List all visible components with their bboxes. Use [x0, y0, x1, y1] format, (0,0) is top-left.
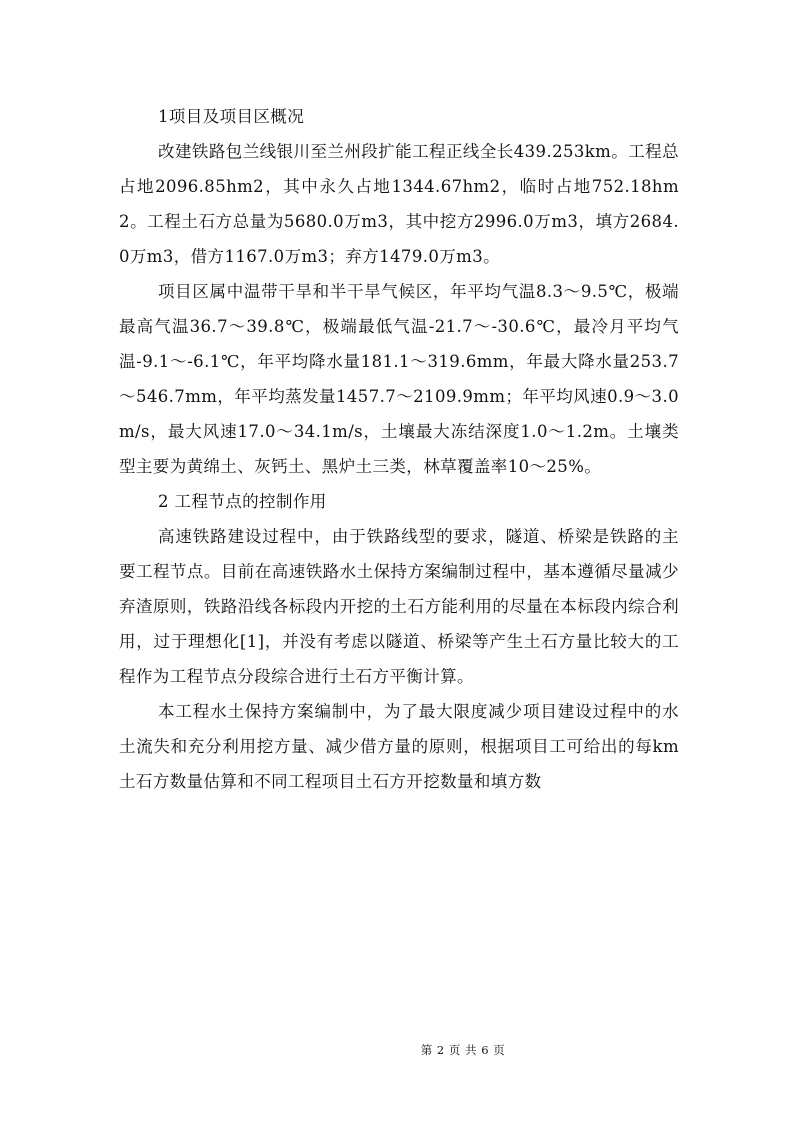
paragraph-soil-conservation-plan: 本工程水土保持方案编制中，为了最大限度减少项目建设过程中的水土流失和充分利用挖方量、减少借方量的原则，根据项目工可给出的每km土石方数量估算和不同工程项目土石方开挖数量和填方数: [119, 702, 679, 791]
paragraph-project-scale: 改建铁路包兰线银川至兰州段扩能工程正线全长439.253km。工程总占地2096.85hm2，其中永久占地1344.67hm2，临时占地752.18hm2。工程土石方总量为5680.0万m3，其中挖方2996.0万m3，填方2684.0万m3，借方1167.0万m3；弃方1479.0万m3。: [119, 142, 679, 266]
document-body: [119, 99, 679, 799]
paragraph-railway-nodes: 高速铁路建设过程中，由于铁路线型的要求，隧道、桥梁是铁路的主要工程节点。目前在高速铁路水土保持方案编制过程中，基本遵循尽量减少弃渣原则，铁路沿线各标段内开挖的土石方能利用的尽量在本标段内综合利用，过于理想化[1]，并没有考虑以隧道、桥梁等产生土石方量比较大的工程作为工程节点分段综合进行土石方平衡计算。: [119, 527, 679, 686]
paragraph-climate: 项目区属中温带干旱和半干旱气候区，年平均气温8.3～9.5℃，极端最高气温36.7～39.8℃，极端最低气温-21.7～-30.6℃，最冷月平均气温-9.1～-6.1℃，年平均降水量181.1～319.6mm，年最大降水量253.7～546.7mm，年平均蒸发量1457.7～2109.9mm；年平均风速0.9～3.0m/s，最大风速17.0～34.1m/s，土壤最大冻结深度1.0～1.2m。土壤类型主要为黄绵土、灰钙土、黑炉土三类，林草覆盖率10～25%。: [119, 282, 679, 476]
section-heading-node-control: 2 工程节点的控制作用: [158, 492, 327, 511]
page-number-footer: 第 2 页 共 6 页: [420, 1043, 506, 1057]
section-heading-overview: 1项目及项目区概况: [158, 107, 305, 126]
